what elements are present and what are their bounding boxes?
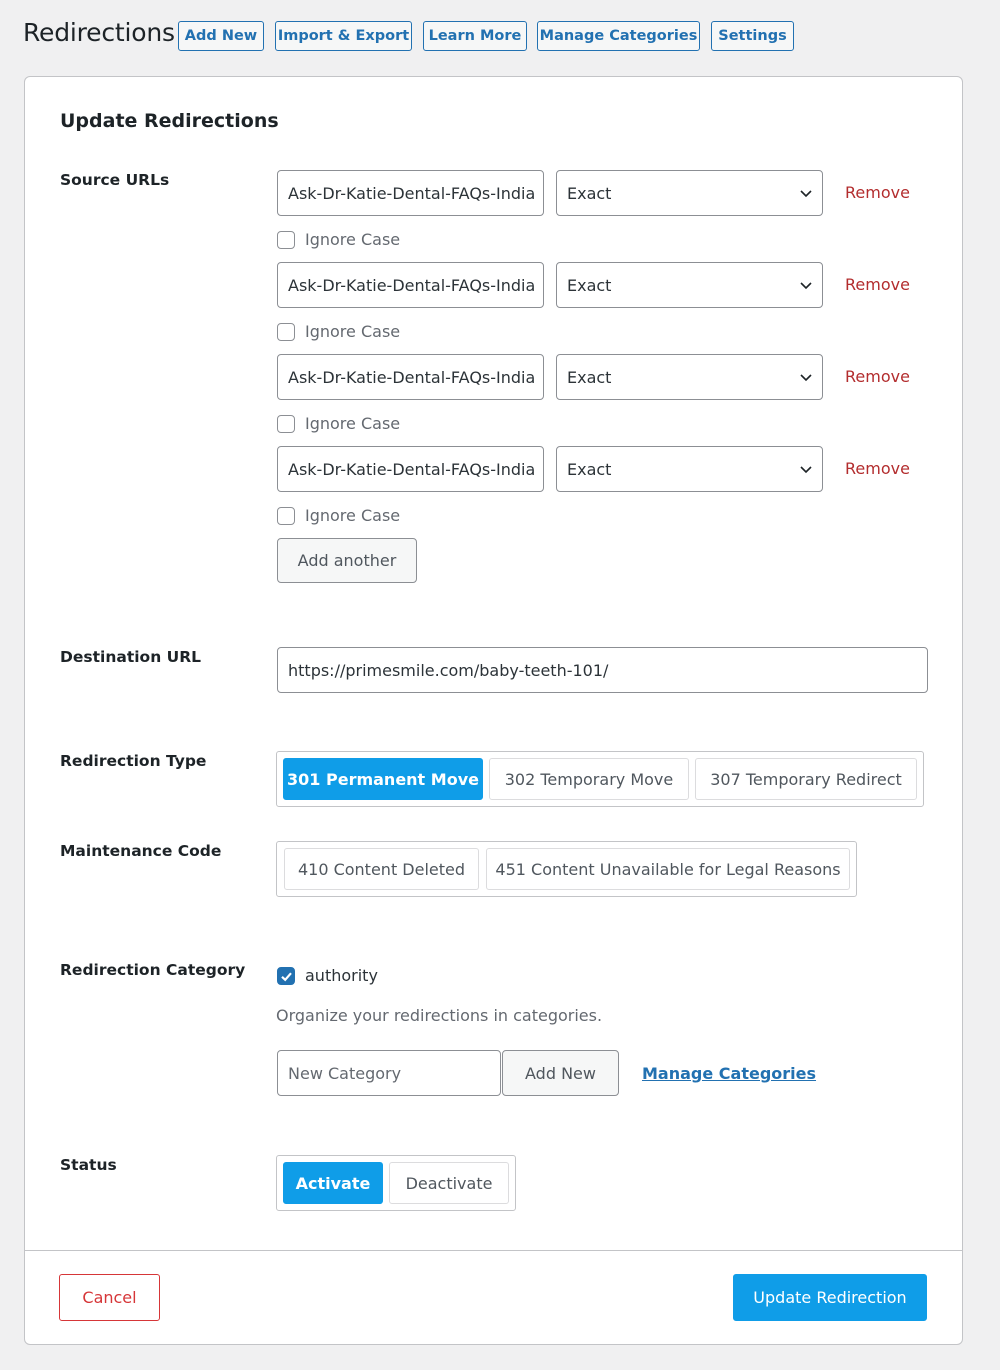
redirect-302-option[interactable]: 302 Temporary Move bbox=[489, 758, 689, 800]
add-another-button[interactable]: Add another bbox=[277, 538, 417, 583]
redirect-307-option[interactable]: 307 Temporary Redirect bbox=[695, 758, 917, 800]
new-category-input[interactable]: New Category bbox=[277, 1050, 501, 1096]
match-type-value: Exact bbox=[567, 367, 612, 387]
maintenance-410-option[interactable]: 410 Content Deleted bbox=[284, 848, 479, 890]
remove-link[interactable]: Remove bbox=[845, 367, 910, 386]
ignore-case-label: Ignore Case bbox=[305, 322, 401, 341]
activate-option[interactable]: Activate bbox=[283, 1162, 383, 1204]
redirect-301-option[interactable]: 301 Permanent Move bbox=[283, 758, 483, 800]
check-icon bbox=[280, 970, 293, 983]
chevron-down-icon bbox=[800, 463, 812, 475]
manage-categories-link[interactable]: Manage Categories bbox=[642, 1064, 817, 1083]
add-new-category-button[interactable]: Add New bbox=[502, 1050, 619, 1096]
remove-link[interactable]: Remove bbox=[845, 459, 910, 478]
chevron-down-icon bbox=[800, 371, 812, 383]
destination-url-label: Destination URL bbox=[60, 648, 202, 666]
ignore-case-checkbox[interactable] bbox=[277, 323, 295, 341]
manage-categories-button[interactable]: Manage Categories bbox=[537, 21, 700, 51]
deactivate-option[interactable]: Deactivate bbox=[389, 1162, 509, 1204]
chevron-down-icon bbox=[800, 187, 812, 199]
match-type-value: Exact bbox=[567, 275, 612, 295]
ignore-case-label: Ignore Case bbox=[305, 230, 401, 249]
source-url-input[interactable]: Ask-Dr-Katie-Dental-FAQs-India bbox=[277, 262, 544, 308]
footer-divider bbox=[24, 1250, 963, 1251]
ignore-case-checkbox[interactable] bbox=[277, 231, 295, 249]
category-label-authority: authority bbox=[305, 966, 378, 985]
match-type-select[interactable] bbox=[556, 446, 823, 492]
ignore-case-checkbox[interactable] bbox=[277, 507, 295, 525]
chevron-down-icon bbox=[800, 279, 812, 291]
match-type-select[interactable] bbox=[556, 354, 823, 400]
category-help-text: Organize your redirections in categories. bbox=[276, 1006, 603, 1025]
import-export-button[interactable]: Import & Export bbox=[275, 21, 412, 51]
settings-button[interactable]: Settings bbox=[711, 21, 794, 51]
remove-link[interactable]: Remove bbox=[845, 275, 910, 294]
ignore-case-label: Ignore Case bbox=[305, 414, 401, 433]
remove-link[interactable]: Remove bbox=[845, 183, 910, 202]
match-type-select[interactable] bbox=[556, 170, 823, 216]
category-checkbox-authority[interactable] bbox=[277, 967, 295, 985]
ignore-case-label: Ignore Case bbox=[305, 506, 401, 525]
cancel-button[interactable]: Cancel bbox=[59, 1274, 160, 1321]
section-title: Update Redirections bbox=[60, 110, 279, 132]
status-label: Status bbox=[60, 1156, 117, 1174]
redirection-category-label: Redirection Category bbox=[60, 961, 246, 979]
source-url-input[interactable]: Ask-Dr-Katie-Dental-FAQs-India bbox=[277, 354, 544, 400]
source-url-input[interactable]: Ask-Dr-Katie-Dental-FAQs-India bbox=[277, 170, 544, 216]
update-redirection-button[interactable]: Update Redirection bbox=[733, 1274, 927, 1321]
match-type-value: Exact bbox=[567, 183, 612, 203]
source-url-input[interactable]: Ask-Dr-Katie-Dental-FAQs-India bbox=[277, 446, 544, 492]
match-type-select[interactable] bbox=[556, 262, 823, 308]
maintenance-451-option[interactable]: 451 Content Unavailable for Legal Reasons bbox=[486, 848, 850, 890]
learn-more-button[interactable]: Learn More bbox=[423, 21, 527, 51]
destination-url-input[interactable]: https://primesmile.com/baby-teeth-101/ bbox=[277, 647, 928, 693]
redirection-type-label: Redirection Type bbox=[60, 752, 207, 770]
page-title: Redirections bbox=[23, 18, 175, 47]
source-urls-label: Source URLs bbox=[60, 171, 170, 189]
maintenance-code-label: Maintenance Code bbox=[60, 842, 222, 860]
ignore-case-checkbox[interactable] bbox=[277, 415, 295, 433]
add-new-button[interactable]: Add New bbox=[178, 21, 264, 51]
match-type-value: Exact bbox=[567, 459, 612, 479]
